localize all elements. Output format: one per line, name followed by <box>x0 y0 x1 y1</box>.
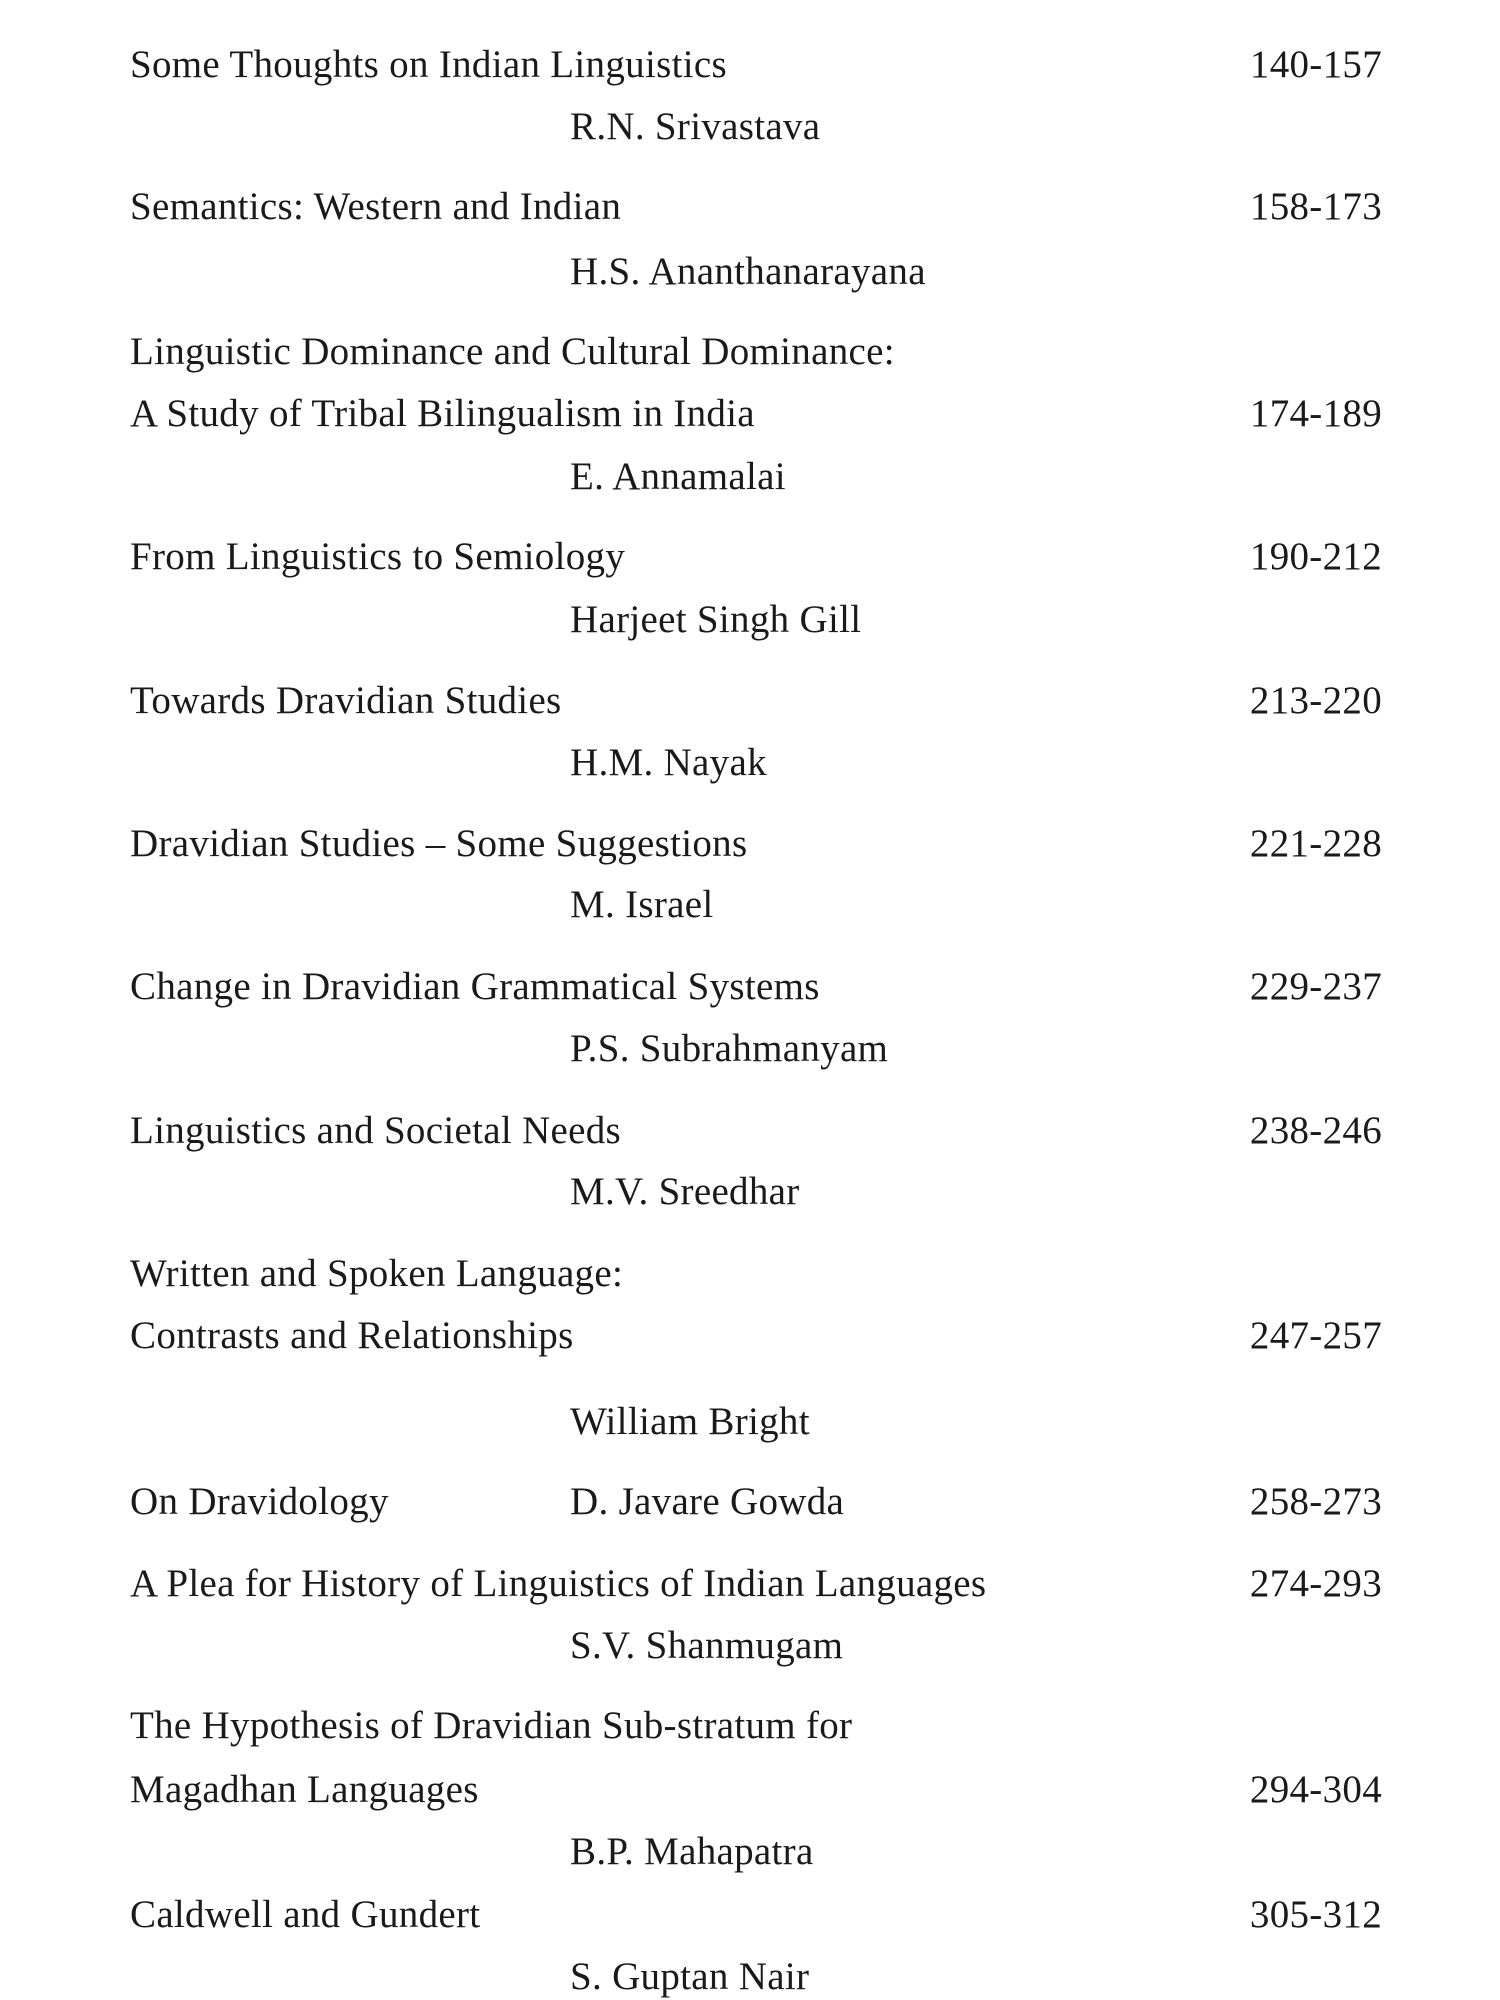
entry-author: William Bright <box>570 1400 810 1443</box>
entry-author: H.M. Nayak <box>570 741 767 784</box>
entry-pages: 140-157 <box>1249 43 1382 86</box>
entry-title: On Dravidology <box>130 1480 389 1523</box>
entry-author: M. Israel <box>570 883 714 926</box>
entry-pages: 229-237 <box>1249 965 1382 1008</box>
entry-title: Dravidian Studies – Some Suggestions <box>130 822 748 865</box>
entry-title: Written and Spoken Language: <box>130 1252 624 1295</box>
entry-pages: 258-273 <box>1249 1480 1382 1523</box>
entry-author: R.N. Srivastava <box>570 105 821 148</box>
entry-pages: 190-212 <box>1249 535 1382 578</box>
entry-author: B.P. Mahapatra <box>570 1830 814 1873</box>
entry-title: From Linguistics to Semiology <box>130 535 626 578</box>
entry-author: D. Javare Gowda <box>570 1480 845 1523</box>
entry-title: Semantics: Western and Indian <box>130 185 622 228</box>
entry-title: A Study of Tribal Bilingualism in India <box>130 392 755 435</box>
entry-title: Magadhan Languages <box>130 1768 479 1811</box>
entry-pages: 221-228 <box>1249 822 1382 865</box>
entry-author: M.V. Sreedhar <box>570 1170 800 1213</box>
entry-author: S. Guptan Nair <box>570 1955 810 1998</box>
entry-title: Towards Dravidian Studies <box>130 679 562 722</box>
entry-title: Linguistic Dominance and Cultural Dominance: <box>130 330 895 373</box>
entry-title: The Hypothesis of Dravidian Sub-stratum for <box>130 1704 853 1747</box>
entry-author: Harjeet Singh Gill <box>570 598 862 641</box>
entry-pages: 294-304 <box>1249 1768 1382 1811</box>
entry-title: Change in Dravidian Grammatical Systems <box>130 965 820 1008</box>
entry-author: P.S. Subrahmanyam <box>570 1027 889 1070</box>
entry-title: Linguistics and Societal Needs <box>130 1109 621 1152</box>
entry-author: E. Annamalai <box>570 455 786 498</box>
entry-author: H.S. Ananthanarayana <box>570 250 926 293</box>
entry-author: S.V. Shanmugam <box>570 1624 844 1667</box>
entry-pages: 247-257 <box>1249 1314 1382 1357</box>
entry-title: Some Thoughts on Indian Linguistics <box>130 43 727 86</box>
entry-pages: 238-246 <box>1249 1109 1382 1152</box>
entry-pages: 174-189 <box>1249 392 1382 435</box>
entry-title: Caldwell and Gundert <box>130 1893 481 1936</box>
entry-title: Contrasts and Relationships <box>130 1314 574 1357</box>
entry-pages: 213-220 <box>1249 679 1382 722</box>
entry-title: A Plea for History of Linguistics of Indian Languages <box>130 1562 987 1605</box>
entry-pages: 158-173 <box>1249 185 1382 228</box>
entry-pages: 305-312 <box>1249 1893 1382 1936</box>
entry-pages: 274-293 <box>1249 1562 1382 1605</box>
